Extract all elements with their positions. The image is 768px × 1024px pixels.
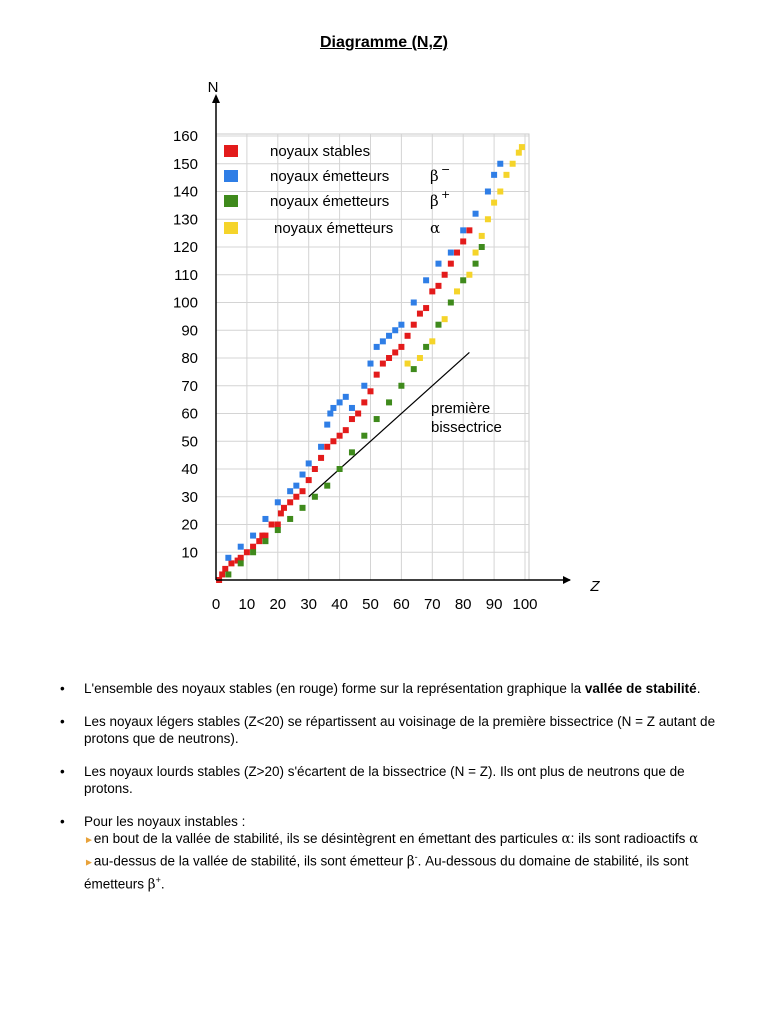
data-point [398, 383, 404, 389]
nz-diagram-chart [0, 70, 768, 630]
data-point [349, 449, 355, 455]
data-point [454, 250, 460, 256]
y-tick-label: 80 [181, 350, 198, 367]
data-point [306, 477, 312, 483]
data-point [386, 355, 392, 361]
data-point [225, 571, 231, 577]
data-point [222, 566, 228, 572]
data-point [398, 322, 404, 328]
y-tick-label: 90 [181, 322, 198, 340]
data-point [287, 499, 293, 505]
data-point [417, 311, 423, 317]
x-tick-label: 10 [238, 596, 256, 613]
data-point [448, 261, 454, 267]
data-point [324, 483, 330, 489]
y-tick-label: 120 [172, 239, 198, 256]
legend-symbol: β [430, 167, 439, 185]
data-point [293, 483, 299, 489]
arrow-icon: ► [84, 835, 94, 846]
data-point [312, 466, 318, 472]
data-point [361, 383, 367, 389]
data-point [287, 488, 293, 494]
data-point [423, 344, 429, 350]
data-point [380, 338, 386, 344]
legend-label: noyaux émetteurs [270, 193, 390, 210]
y-tick-label: 60 [181, 405, 198, 423]
x-axis-label: Z [590, 578, 600, 595]
data-point [386, 333, 392, 339]
data-point [380, 361, 386, 367]
data-point [473, 211, 479, 217]
data-point [374, 344, 380, 350]
x-tick-label: 40 [331, 596, 348, 613]
data-point [479, 244, 485, 250]
legend-symbol: α [430, 219, 441, 237]
data-point [349, 416, 355, 422]
legend-label: noyaux stables [270, 143, 371, 160]
data-point [337, 433, 343, 439]
data-point [497, 189, 503, 195]
page-title: Diagramme (N,Z) [319, 34, 449, 51]
data-point [374, 372, 380, 378]
legend-symbol-sup: − [441, 163, 451, 176]
data-point [411, 300, 417, 306]
data-point [256, 538, 262, 544]
annotation-line1: première [431, 400, 491, 417]
y-tick-label: 150 [172, 155, 198, 173]
x-tick-label: 20 [269, 596, 287, 613]
data-point [510, 161, 516, 167]
data-point [238, 555, 244, 561]
data-point [337, 399, 343, 405]
data-point [503, 172, 509, 178]
bullet-icon: • [60, 814, 65, 829]
data-point [300, 488, 306, 494]
y-tick-label: 140 [172, 183, 198, 201]
data-point [497, 161, 503, 167]
list-item: • Les noyaux légers stables (Z<20) se répartissent au voisinage de la première bissectrice (N = Z autant de protons que de neutrons). [60, 714, 716, 746]
data-point [473, 250, 479, 256]
data-point [435, 261, 441, 267]
legend-label: noyaux émetteurs [270, 168, 390, 185]
data-point [244, 549, 250, 555]
data-point [460, 238, 466, 244]
legend-symbol-sup: + [441, 188, 451, 201]
data-point [411, 322, 417, 328]
data-point [398, 344, 404, 350]
data-point [466, 272, 472, 278]
data-point [250, 549, 256, 555]
data-point [343, 427, 349, 433]
data-point [392, 327, 398, 333]
data-point [324, 444, 330, 450]
data-point [312, 494, 318, 500]
data-point [219, 571, 225, 577]
data-point [485, 216, 491, 222]
data-point [417, 355, 423, 361]
data-point [278, 510, 284, 516]
data-point [429, 338, 435, 344]
data-point [411, 366, 417, 372]
x-axis-arrow-icon [563, 576, 571, 584]
bullet-icon: • [60, 714, 65, 729]
data-point [368, 388, 374, 394]
data-point [448, 250, 454, 256]
data-point [368, 361, 374, 367]
data-point [442, 316, 448, 322]
y-tick-label: 110 [174, 266, 198, 284]
legend-swatch [224, 222, 238, 234]
data-point [435, 283, 441, 289]
data-point [293, 494, 299, 500]
y-tick-label: 130 [172, 211, 198, 229]
data-point [262, 538, 268, 544]
x-tick-label: 30 [300, 596, 318, 613]
data-point [349, 405, 355, 411]
data-point [300, 505, 306, 511]
y-tick-label: 70 [181, 377, 198, 395]
data-point [361, 399, 367, 405]
x-tick-label: 50 [362, 596, 379, 613]
legend-label: noyaux émetteurs [274, 220, 394, 237]
data-point [491, 172, 497, 178]
legend-symbol: β [430, 192, 439, 210]
data-point [343, 394, 349, 400]
data-point [330, 438, 336, 444]
data-point [287, 516, 293, 522]
list-item: • Pour les noyaux instables : ►en bout de la vallée de stabilité, ils se désintègrent en émettant des particules α: ils sont radioactifs α ►au-dessus de la vallée de stabilité, ils sont émetteur β-. Au-dessous du domaine de stabilité, ils sont émetteurs β+. [60, 814, 699, 892]
x-tick-label: 0 [211, 596, 221, 613]
data-point [479, 233, 485, 239]
data-point [423, 305, 429, 311]
data-point [238, 544, 244, 550]
data-point [435, 322, 441, 328]
explanation-list [60, 680, 736, 909]
data-point [250, 544, 256, 550]
data-point [355, 411, 361, 417]
list-item: • L'ensemble des noyaux stables (en rouge) forme sur la représentation graphique la vallée de stabilité. [60, 681, 701, 696]
data-point [300, 472, 306, 478]
x-tick-label: 90 [485, 596, 503, 613]
data-point [275, 527, 281, 533]
data-point [460, 227, 466, 233]
data-point [448, 300, 454, 306]
y-tick-label: 100 [172, 294, 198, 312]
data-point [361, 433, 367, 439]
data-point [491, 200, 497, 206]
arrow-icon: ► [84, 857, 94, 869]
y-axis-label: N [207, 79, 219, 96]
data-point [374, 416, 380, 422]
data-point [485, 189, 491, 195]
bullet-icon: • [60, 764, 65, 779]
data-point [473, 261, 479, 267]
y-tick-label: 30 [181, 488, 198, 506]
legend-swatch [224, 195, 238, 207]
x-tick-label: 100 [512, 596, 538, 613]
x-tick-label: 70 [423, 596, 441, 613]
data-point [330, 405, 336, 411]
data-point [454, 288, 460, 294]
data-point [442, 272, 448, 278]
data-point [281, 505, 287, 511]
data-point [275, 499, 281, 505]
data-point [262, 516, 268, 522]
data-point [275, 522, 281, 528]
x-tick-label: 60 [393, 596, 410, 613]
legend-swatch [224, 170, 238, 182]
data-point [429, 288, 435, 294]
data-point [318, 444, 324, 450]
data-point [225, 555, 231, 561]
data-point [405, 333, 411, 339]
data-point [392, 349, 398, 355]
data-point [269, 522, 275, 528]
y-tick-label: 50 [181, 433, 198, 451]
data-point [405, 361, 411, 367]
data-point [262, 533, 268, 539]
legend-swatch [224, 145, 238, 157]
y-tick-label: 160 [172, 128, 198, 145]
bullet-icon: • [60, 681, 65, 696]
data-point [306, 460, 312, 466]
data-point [460, 277, 466, 283]
y-tick-label: 20 [181, 516, 198, 534]
y-tick-label: 10 [181, 544, 198, 562]
data-point [423, 277, 429, 283]
data-point [337, 466, 343, 472]
y-tick-label: 40 [181, 461, 198, 478]
x-tick-label: 80 [454, 596, 472, 613]
data-point [324, 422, 330, 428]
data-point [466, 227, 472, 233]
data-point [519, 144, 525, 150]
data-point [238, 560, 244, 566]
data-point [386, 399, 392, 405]
data-point [228, 560, 234, 566]
list-item: • Les noyaux lourds stables (Z>20) s'écartent de la bissectrice (N = Z). Ils ont plus de neutrons que de protons. [60, 764, 685, 796]
data-point [327, 411, 333, 417]
data-point [318, 455, 324, 461]
data-point [516, 150, 522, 156]
annotation-line2: bissectrice [431, 419, 502, 436]
data-point [250, 533, 256, 539]
